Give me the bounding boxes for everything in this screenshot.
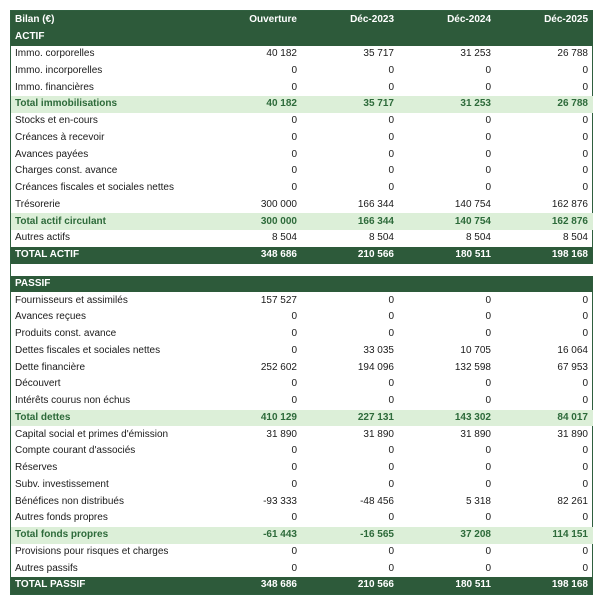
cell-value: 82 261 [557, 495, 588, 507]
table-row [11, 477, 593, 494]
row-label: Immo. financières [15, 81, 94, 93]
table-row [11, 560, 593, 577]
cell-value: 0 [388, 131, 394, 143]
cell-value [496, 29, 593, 46]
cell-value: 0 [582, 445, 588, 457]
cell-value: 0 [582, 131, 588, 143]
cell-value: 0 [485, 545, 491, 557]
table-row [11, 197, 593, 214]
cell-value: 0 [388, 462, 394, 474]
table-row [11, 493, 593, 510]
cell-value: 0 [291, 311, 297, 323]
cell-value: 227 131 [302, 410, 399, 427]
total-row [11, 247, 593, 264]
balance-sheet-table [10, 10, 593, 595]
table-row [11, 113, 593, 130]
row-label: Avances payées [15, 148, 89, 160]
cell-value: 0 [582, 512, 588, 524]
row-label: Stocks et en-cours [15, 115, 98, 127]
cell-value: 0 [582, 148, 588, 160]
row-label: Trésorerie [15, 198, 61, 210]
cell-value: 162 876 [551, 198, 588, 210]
cell-value: 67 953 [557, 361, 588, 373]
balance-table [11, 11, 593, 594]
cell-value: -93 333 [263, 495, 297, 507]
subtotal-row [11, 527, 593, 544]
cell-value: 0 [485, 165, 491, 177]
cell-value: 5 318 [465, 495, 491, 507]
cell-value: 0 [582, 462, 588, 474]
cell-value: 0 [582, 81, 588, 93]
table-row [11, 443, 593, 460]
cell-value: 0 [291, 378, 297, 390]
cell-value [205, 264, 302, 276]
cell-value: -61 443 [205, 527, 302, 544]
cell-value: 0 [485, 328, 491, 340]
cell-value: 0 [291, 545, 297, 557]
cell-value: 10 705 [460, 344, 491, 356]
cell-value: 0 [485, 395, 491, 407]
cell-value: 0 [485, 378, 491, 390]
cell-value: 162 876 [496, 213, 593, 230]
cell-value: 0 [582, 395, 588, 407]
cell-value: 0 [388, 81, 394, 93]
section-header-row [11, 276, 593, 293]
cell-value: 348 686 [205, 577, 302, 594]
cell-value: 0 [485, 445, 491, 457]
cell-value: 31 890 [363, 428, 394, 440]
table-row [11, 46, 593, 63]
column-header-dec-2023: Déc-2023 [302, 11, 399, 29]
row-label: Immo. corporelles [15, 48, 95, 60]
table-row [11, 309, 593, 326]
cell-value: 194 096 [357, 361, 394, 373]
cell-value: 348 686 [205, 247, 302, 264]
cell-value: 31 253 [399, 96, 496, 113]
table-row [11, 292, 593, 309]
cell-value [205, 276, 302, 293]
cell-value: 0 [485, 478, 491, 490]
cell-value: 0 [388, 311, 394, 323]
row-label: Bénéfices non distribués [15, 495, 124, 507]
cell-value: 0 [291, 64, 297, 76]
row-label [11, 264, 205, 276]
row-label: Avances reçues [15, 311, 86, 323]
cell-value: 31 890 [266, 428, 297, 440]
table-row [11, 359, 593, 376]
cell-value: 410 129 [205, 410, 302, 427]
header-row [11, 11, 593, 29]
cell-value: 0 [582, 378, 588, 390]
cell-value: 0 [291, 562, 297, 574]
row-label: ACTIF [11, 29, 205, 46]
table-row [11, 230, 593, 247]
cell-value: 140 754 [454, 198, 491, 210]
cell-value: 0 [485, 64, 491, 76]
cell-value: 0 [582, 562, 588, 574]
table-row [11, 63, 593, 80]
cell-value: 0 [388, 562, 394, 574]
row-label: TOTAL PASSIF [11, 577, 205, 594]
cell-value: 0 [291, 344, 297, 356]
cell-value: 0 [388, 512, 394, 524]
cell-value: 31 890 [557, 428, 588, 440]
cell-value: 180 511 [399, 577, 496, 594]
cell-value: 0 [291, 165, 297, 177]
cell-value: 0 [291, 478, 297, 490]
cell-value: 0 [582, 182, 588, 194]
row-label: Total actif circulant [11, 213, 205, 230]
cell-value: 0 [291, 462, 297, 474]
column-header-dec-2024: Déc-2024 [399, 11, 496, 29]
cell-value: 0 [388, 395, 394, 407]
cell-value: 166 344 [302, 213, 399, 230]
table-title: Bilan (€) [11, 11, 205, 29]
cell-value: 31 890 [460, 428, 491, 440]
cell-value: 0 [291, 131, 297, 143]
cell-value: 0 [485, 131, 491, 143]
cell-value [302, 264, 399, 276]
row-label: Réserves [15, 462, 58, 474]
cell-value: 0 [485, 512, 491, 524]
cell-value: 143 302 [399, 410, 496, 427]
cell-value: 166 344 [357, 198, 394, 210]
cell-value: 35 717 [363, 48, 394, 60]
cell-value: 8 504 [465, 232, 491, 244]
cell-value: 0 [485, 462, 491, 474]
cell-value: 0 [388, 445, 394, 457]
cell-value: 0 [485, 562, 491, 574]
row-label: Total dettes [11, 410, 205, 427]
cell-value: 0 [388, 328, 394, 340]
cell-value: 0 [582, 478, 588, 490]
cell-value: 0 [388, 165, 394, 177]
total-row [11, 577, 593, 594]
cell-value: 0 [291, 148, 297, 160]
cell-value: 0 [388, 115, 394, 127]
subtotal-row [11, 410, 593, 427]
row-label: Autres fonds propres [15, 512, 108, 524]
row-label: Autres actifs [15, 232, 71, 244]
cell-value: 33 035 [363, 344, 394, 356]
cell-value: 132 598 [454, 361, 491, 373]
cell-value: 0 [388, 148, 394, 160]
cell-value: -16 565 [302, 527, 399, 544]
cell-value: 0 [291, 395, 297, 407]
cell-value: 0 [485, 148, 491, 160]
cell-value: 140 754 [399, 213, 496, 230]
cell-value [399, 276, 496, 293]
row-label: Dette financière [15, 361, 86, 373]
cell-value: -48 456 [360, 495, 394, 507]
column-header-dec-2025: Déc-2025 [496, 11, 593, 29]
row-label: Total immobilisations [11, 96, 205, 113]
row-label: Capital social et primes d'émission [15, 428, 169, 440]
cell-value: 0 [485, 182, 491, 194]
table-body [11, 29, 593, 594]
cell-value: 0 [291, 512, 297, 524]
section-header-row [11, 29, 593, 46]
row-label: Intérêts courus non échus [15, 395, 131, 407]
cell-value: 0 [582, 545, 588, 557]
cell-value: 0 [582, 165, 588, 177]
cell-value: 198 168 [496, 577, 593, 594]
cell-value: 0 [291, 445, 297, 457]
cell-value [496, 264, 593, 276]
row-label: Immo. incorporelles [15, 64, 103, 76]
row-label: Subv. investissement [15, 478, 109, 490]
cell-value: 0 [582, 115, 588, 127]
cell-value: 0 [485, 115, 491, 127]
table-row [11, 393, 593, 410]
cell-value [205, 29, 302, 46]
table-row [11, 326, 593, 343]
cell-value: 35 717 [302, 96, 399, 113]
cell-value: 0 [291, 115, 297, 127]
table-row [11, 426, 593, 443]
table-row [11, 343, 593, 360]
row-label: Créances fiscales et sociales nettes [15, 182, 174, 194]
cell-value: 0 [582, 294, 588, 306]
row-label: Autres passifs [15, 562, 78, 574]
cell-value: 0 [582, 328, 588, 340]
table-row [11, 460, 593, 477]
row-label: Fournisseurs et assimilés [15, 294, 128, 306]
cell-value [496, 276, 593, 293]
table-row [11, 146, 593, 163]
cell-value: 40 182 [266, 48, 297, 60]
cell-value: 0 [291, 81, 297, 93]
row-label: Produits const. avance [15, 328, 117, 340]
cell-value [302, 276, 399, 293]
table-row [11, 79, 593, 96]
cell-value: 84 017 [496, 410, 593, 427]
row-label: Total fonds propres [11, 527, 205, 544]
cell-value [302, 29, 399, 46]
cell-value: 40 182 [205, 96, 302, 113]
cell-value: 0 [485, 311, 491, 323]
cell-value: 26 788 [496, 96, 593, 113]
row-label: Compte courant d'associés [15, 445, 136, 457]
cell-value: 210 566 [302, 247, 399, 264]
cell-value: 0 [291, 182, 297, 194]
cell-value: 0 [582, 311, 588, 323]
row-label: Provisions pour risques et charges [15, 545, 169, 557]
cell-value: 210 566 [302, 577, 399, 594]
cell-value: 0 [291, 328, 297, 340]
cell-value [399, 264, 496, 276]
cell-value: 0 [582, 64, 588, 76]
cell-value: 8 504 [562, 232, 588, 244]
cell-value: 252 602 [260, 361, 297, 373]
cell-value: 0 [485, 81, 491, 93]
table-row [11, 163, 593, 180]
row-label: PASSIF [11, 276, 205, 293]
cell-value: 16 064 [557, 344, 588, 356]
cell-value: 0 [388, 378, 394, 390]
cell-value: 0 [485, 294, 491, 306]
row-label: Charges const. avance [15, 165, 118, 177]
cell-value: 31 253 [460, 48, 491, 60]
table-row [11, 180, 593, 197]
cell-value: 300 000 [205, 213, 302, 230]
cell-value: 0 [388, 182, 394, 194]
row-label: Découvert [15, 378, 61, 390]
cell-value: 0 [388, 294, 394, 306]
cell-value: 8 504 [368, 232, 394, 244]
cell-value: 37 208 [399, 527, 496, 544]
row-label: TOTAL ACTIF [11, 247, 205, 264]
cell-value: 300 000 [260, 198, 297, 210]
subtotal-row [11, 213, 593, 230]
subtotal-row [11, 96, 593, 113]
cell-value: 0 [388, 545, 394, 557]
cell-value: 114 151 [496, 527, 593, 544]
table-row [11, 510, 593, 527]
cell-value: 157 527 [260, 294, 297, 306]
cell-value: 0 [388, 64, 394, 76]
row-label: Créances à recevoir [15, 131, 105, 143]
column-header-ouverture: Ouverture [205, 11, 302, 29]
cell-value: 8 504 [271, 232, 297, 244]
cell-value: 198 168 [496, 247, 593, 264]
table-row [11, 376, 593, 393]
table-row [11, 544, 593, 561]
cell-value: 0 [388, 478, 394, 490]
spacer-row [11, 264, 593, 276]
table-row [11, 130, 593, 147]
cell-value [399, 29, 496, 46]
cell-value: 180 511 [399, 247, 496, 264]
row-label: Dettes fiscales et sociales nettes [15, 344, 161, 356]
cell-value: 26 788 [557, 48, 588, 60]
